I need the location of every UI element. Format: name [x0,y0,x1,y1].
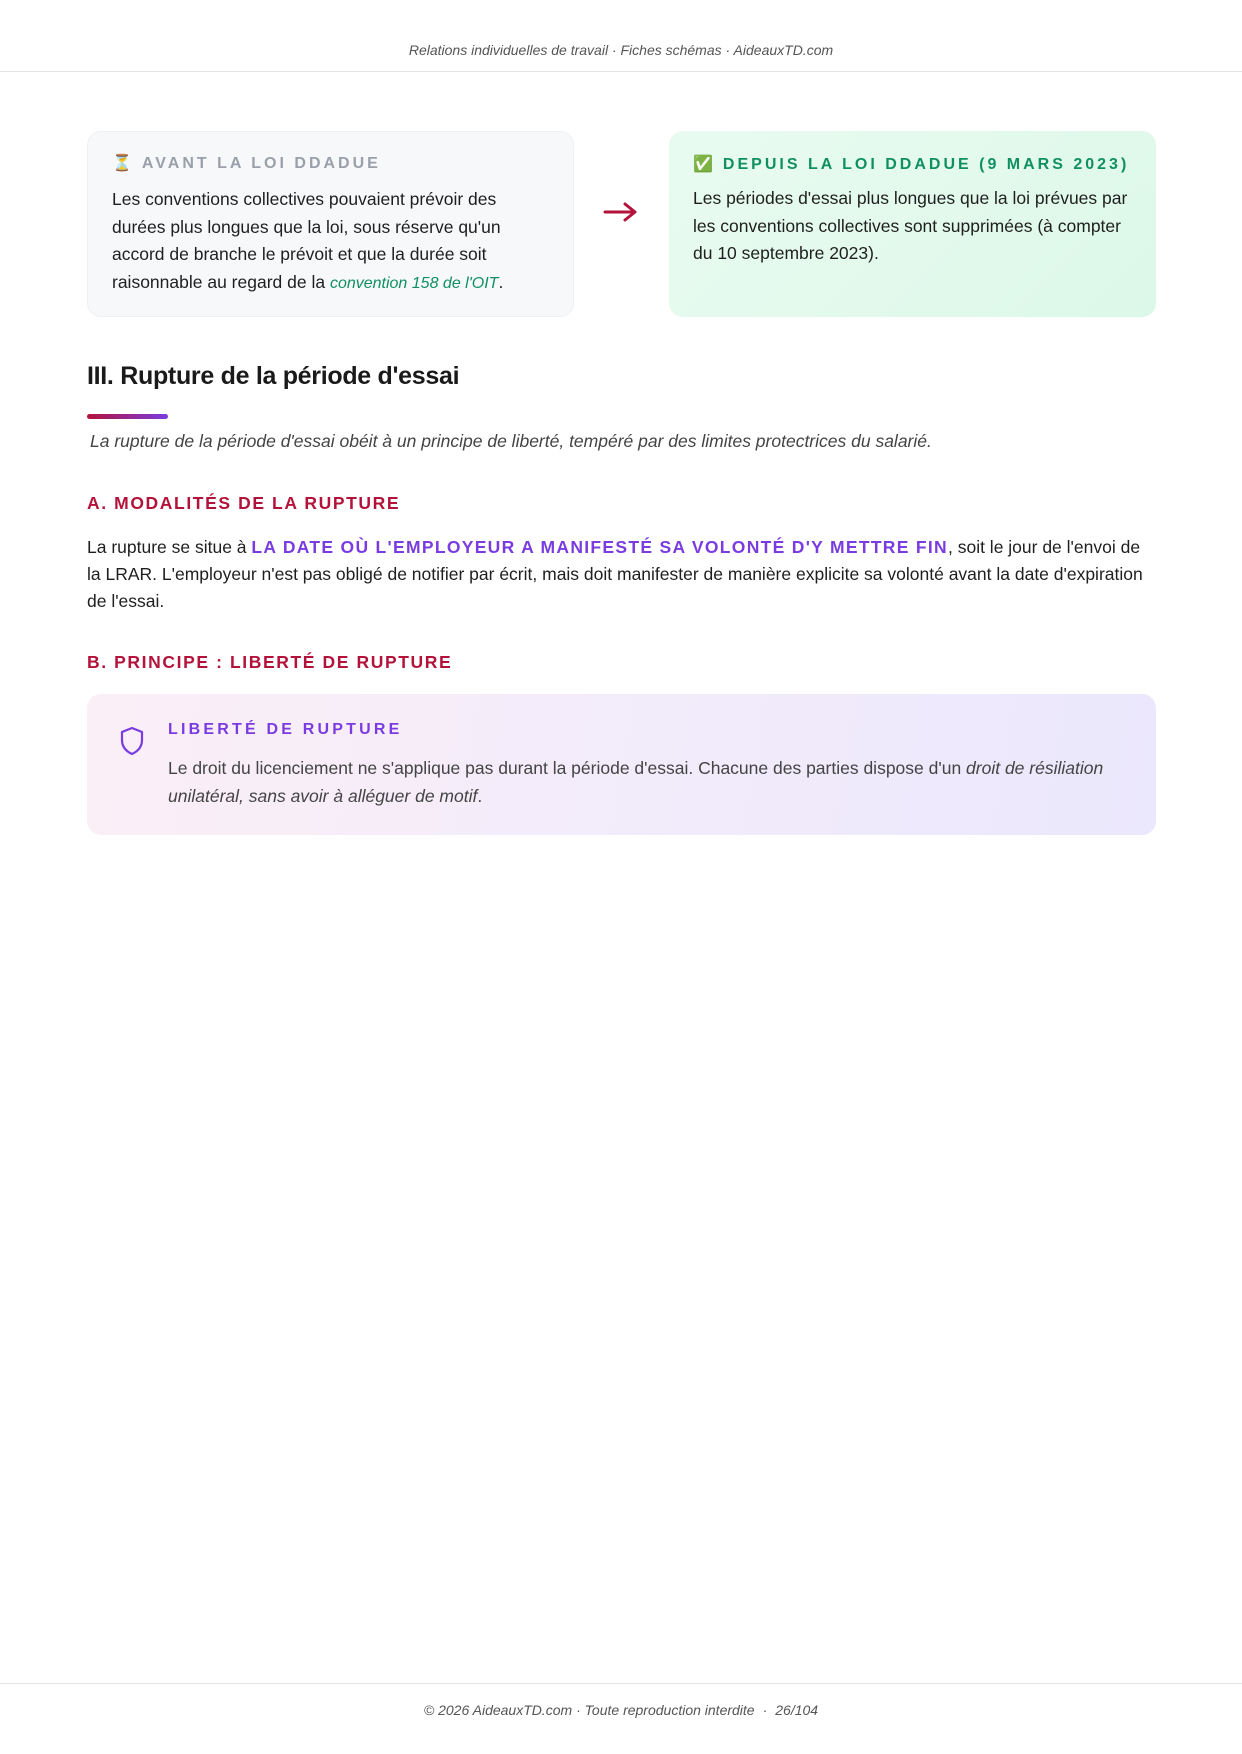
footer-separator: · [762,1702,768,1718]
before-title-text: AVANT LA LOI DDADUE [141,155,381,172]
before-body-text: Les conventions collectives pouvaient prévoir des durées plus longues que la loi, sous réserve qu'un accord de branche le prévoit et que la durée soit raisonnable au regard de la [112,189,501,292]
section-title: III. Rupture de la période d'essai [87,362,460,390]
liberty-callout [87,694,1156,835]
subsection-a-title: A. MODALITÉS DE LA RUPTURE [87,493,401,513]
after-card-title [693,153,1132,177]
hourglass-icon: ⏳ [112,155,132,172]
header-text: Relations individuelles de travail · Fiches schémas · AideauxTD.com [408,42,834,58]
callout-body [168,754,1128,810]
section-title-underline [87,414,168,419]
page-number: 26/104 [775,1702,819,1718]
arrow-right-icon [603,200,639,224]
para-text-before: La rupture se situe à [87,537,252,557]
before-body-end: . [498,271,504,292]
after-title-text: DEPUIS LA LOI DDADUE (9 MARS 2023) [722,156,1130,173]
para-text-after: , soit le jour de l'envoi de la LRAR. L'employeur n'est pas obligé de notifier par écrit, mais doit manifester de manière explicite sa volonté avant la date d'expiration de l'essai. [87,537,1143,611]
subsection-a-paragraph [87,534,1157,615]
before-card-body [112,186,549,297]
section-lead: La rupture de la période d'essai obéit à un principe de liberté, tempéré par des limites protectrices du salarié. [90,431,932,451]
convention-link[interactable]: convention 158 de l'OIT [329,274,499,292]
page-footer [0,1683,1242,1754]
footer-copyright: © 2026 AideauxTD.com · Toute reproduction interdite [423,1702,755,1718]
before-card [87,131,574,317]
callout-end: . [477,786,483,806]
shield-icon [119,726,145,756]
page-header [0,0,1242,72]
callout-text: Le droit du licenciement ne s'applique pas durant la période d'essai. Chacune des parties dispose d'un [168,758,967,778]
after-card-body: Les périodes d'essai plus longues que la loi prévues par les conventions collectives sont supprimées (à compter du 10 septembre 2023). [693,188,1128,263]
before-card-title [112,152,549,176]
callout-title: LIBERTÉ DE RUPTURE [168,721,403,738]
para-highlight: LA DATE OÙ L'EMPLOYEUR A MANIFESTÉ SA VOLONTÉ D'Y METTRE FIN [251,537,948,557]
subsection-b-title: B. PRINCIPE : LIBERTÉ DE RUPTURE [87,652,453,672]
check-mark-icon: ✅ [693,156,713,173]
callout-italic: droit de résiliation unilatéral, sans avoir à alléguer de motif [168,758,1104,806]
after-card [669,131,1156,317]
